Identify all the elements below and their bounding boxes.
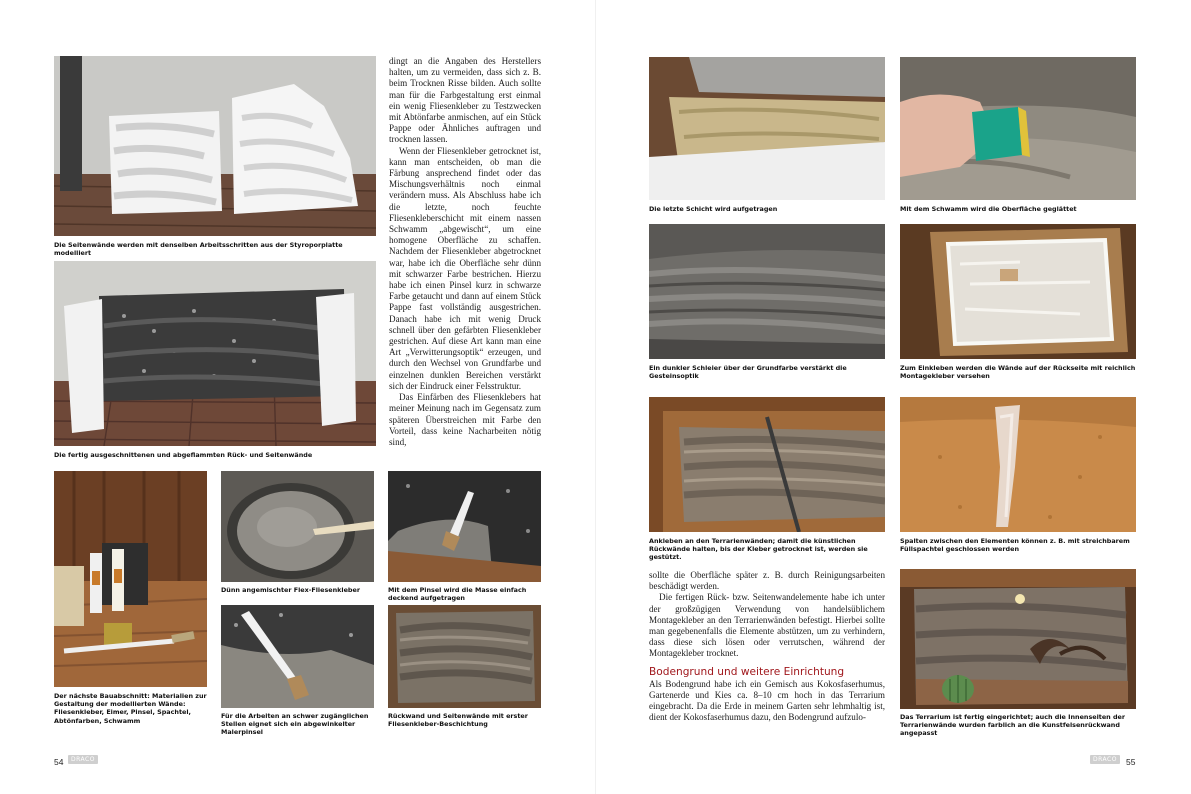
photo-gaps [900, 397, 1136, 532]
caption-materials: Der nächste Bauabschnitt: Materialien zur Gestaltung der modellierten Wände: Fliesenkleber, Eimer, Pinsel, Spachtel, Abtönfarben, Schwamm [54, 692, 207, 725]
photo-dark-veil [649, 224, 885, 359]
page-number-left: 54 [54, 757, 64, 767]
photo-brush [388, 471, 541, 582]
caption-last-layer: Die letzte Schicht wird aufgetragen [649, 205, 778, 213]
caption-finished-terrarium: Das Terrarium ist fertig eingerichtet; auch die Innenseiten der Terrarienwände wurden farblich an die Kunstfelsenrückwand angepasst [900, 713, 1126, 738]
paragraph: sollte die Oberfläche später z. B. durch Reinigungsarbeiten beschädigt werden. [649, 570, 885, 592]
paragraph: Wenn der Fliesenkleber getrocknet ist, kann man entscheiden, ob man die Färbung ansprechend findet oder das Mischungsverhältnis noch einmal verändern muss. Als Abschluss habe ich die letzte, noch feuchte Fliesenkleberschicht mit einem nassen Schwamm „abgewischt“, um eine homogene Oberfläche zu schaffen. Nachdem der Fliesenkleber abgetrocknet war, habe ich die Oberfläche sehr dünn mit schwarzer Farbe bestrichen. Hierzu habe ich einen Pinsel kurz in schwarze Farbe getaucht und dann auf einem Stück Pappe fast vollständig ausgestrichen. Danach habe ich mit wenig Druck schnell über den gefärbten Fliesenkleber gestrichen. Auf diese Art kann man eine Art „Verwitterungsoptik“ erzeugen, und durch den Wechsel von Grundfarbe und einzelnen dunklen Bereichen verstärkt sich der Eindruck einer Felsstruktur. [389, 145, 541, 391]
caption-finished-walls: Die fertig ausgeschnittenen und abgeflammten Rück- und Seitenwände [54, 451, 313, 459]
caption-gaps: Spalten zwischen den Elementen können z. B. mit streichbarem Füllspachtel geschlossen werden [900, 537, 1130, 554]
photo-last-layer [649, 57, 885, 200]
caption-first-coat: Rückwand und Seitenwände mit erster Fliesenkleber-Beschichtung [388, 712, 528, 729]
photo-finished-terrarium [900, 569, 1136, 709]
paragraph: dingt an die Angaben des Herstellers halten, um zu vermeiden, dass sich z. B. beim Trocknen Risse bilden. Auch sollte man für die Farbgestaltung erst einmal ein wenig Fliesenkleber zu Testzwecken mit Abtönfarbe anmischen, auf ein Stück Pappe oder Ähnliches auftragen und trocknen lassen. [389, 56, 541, 145]
paragraph: Die fertigen Rück- bzw. Seitenwandelemente habe ich unter der großzügigen Verwendung von handelsüblichem Montagekleber an den Terrarienwänden befestigt. Hierbei sollte man gegebenenfalls die Elemente abstützen, um zu verhindern, dass diese sich lösen oder verrutschen, während der Montagekleber trocknet. [649, 592, 885, 659]
photo-sponge [900, 57, 1136, 200]
right-text-column [649, 570, 885, 723]
paragraph: Als Bodengrund habe ich ein Gemisch aus Kokosfaserhumus, Gartenerde und Kies ca. 8–10 cm hoch in das Terrarium eingebracht. Da die Erde in meinem Garten sehr lehmhaltig ist, dient der Kokosfaserhumus dazu, den Bodengrund aufzulo- [649, 678, 885, 723]
caption-dark-veil: Ein dunkler Schleier über der Grundfarbe verstärkt die Gesteinsoptik [649, 364, 847, 381]
magazine-logo: DRACO [1090, 755, 1120, 764]
photo-finished-walls [54, 261, 376, 446]
right-page [596, 0, 1191, 794]
photo-materials [54, 471, 207, 687]
caption-sponge: Mit dem Schwamm wird die Oberfläche geglättet [900, 205, 1077, 213]
paragraph: Das Einfärben des Fliesenklebers hat meiner Meinung nach im Gegensatz zum späteren Überstreichen mit Farbe den Vorteil, dass keine Nacharbeiten nötig sind, [389, 392, 541, 447]
page-number-right: 55 [1126, 757, 1136, 767]
caption-angled-brush: Für die Arbeiten an schwer zugänglichen Stellen eignet sich ein abgewinkelter Malerpinsel [221, 712, 369, 737]
caption-brush: Mit dem Pinsel wird die Masse einfach deckend aufgetragen [388, 586, 527, 603]
photo-thin-mix [221, 471, 374, 582]
left-text-column [389, 56, 541, 448]
photo-styrofoam-side-walls [54, 56, 376, 236]
section-heading: Bodengrund und weitere Einrichtung [649, 665, 845, 678]
left-page [0, 0, 595, 794]
photo-angled-brush [221, 605, 374, 708]
caption-glue-back: Zum Einkleben werden die Wände auf der Rückseite mit reichlich Montagekleber versehen [900, 364, 1136, 381]
caption-side-walls: Die Seitenwände werden mit denselben Arbeitsschritten aus der Styroporplatte modelliert [54, 241, 343, 258]
photo-gluing-walls [649, 397, 885, 532]
magazine-logo: DRACO [68, 755, 98, 764]
caption-gluing-walls: Ankleben an den Terrarienwänden; damit die künstlichen Rückwände halten, bis der Kleber getrocknet ist, werden sie gestützt. [649, 537, 868, 562]
caption-thin-mix: Dünn angemischter Flex-Fliesenkleber [221, 586, 360, 594]
photo-glue-back [900, 224, 1136, 359]
photo-first-coat [388, 605, 541, 708]
